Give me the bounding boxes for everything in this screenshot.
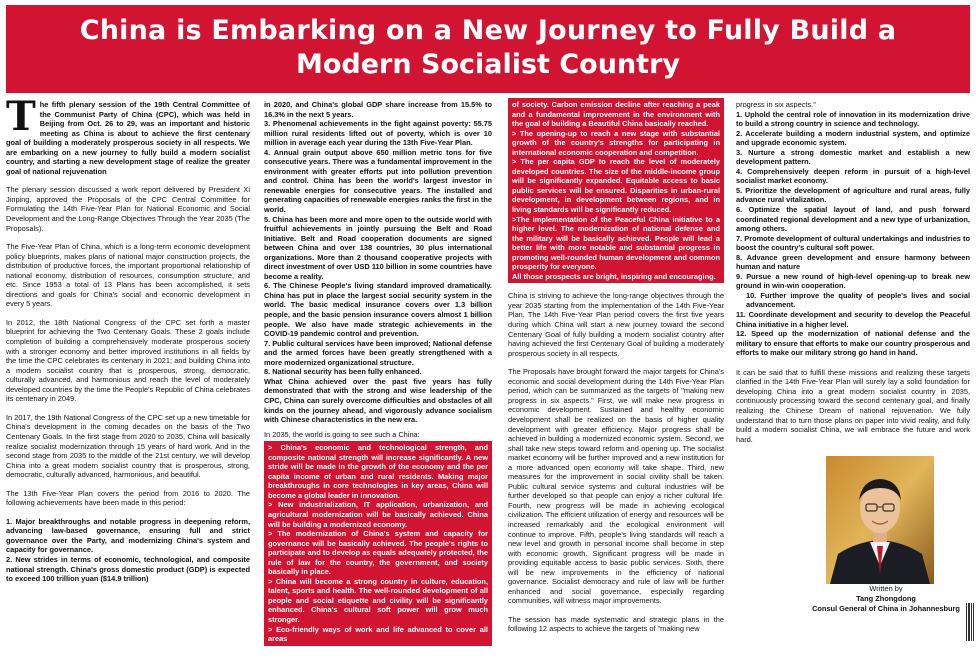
list-item: 7. Promote development of cultural undertakings and industries to boost the country's cultural soft power. — [736, 233, 970, 253]
list-item: 3. Nurture a strong domestic market and establish a new development pattern. — [736, 147, 970, 167]
paragraph: The session has made systematic and strategic plans in the following 12 aspects to achieve the targets of "making new — [508, 614, 724, 634]
headline-banner — [6, 5, 970, 93]
list-item: 1. Uphold the central role of innovation in its modernization drive to build a strong country in science and technology. — [736, 109, 970, 129]
paragraph: In 2012, the 18th National Congress of the CPC set forth a master blueprint for achieving the Two Centenary Goals. These 2 goals include completion of building a comprehensively moderate prosperous society with a stronger economy and better improved institutions in all fields by the time the CPC celebrates its centenary in 2021; and building China into a modern socialist country that is prosperous, strong, democratic, culturally advanced, and harmonious and reach the level of moderately developed countries by the time the People's Republic of China celebrates its centenary in 2049. — [6, 317, 250, 404]
author-portrait-image — [826, 456, 934, 584]
box-item: > China will become a strong country in culture, education, talent, sports and health. The well-rounded development of all people and social etiquette and civility will be significantly enhanced. China's cultural soft power will grow much stronger. — [268, 576, 488, 624]
vision-2035-box-continued — [508, 98, 724, 283]
twelve-aspects-list — [736, 110, 970, 358]
author-name: Tang Zhongdong — [856, 594, 916, 604]
paragraph: The 13th Five-Year Plan covers the period from 2016 to 2020. The following achievements have been made in this period: — [6, 488, 250, 508]
drop-cap: T — [6, 93, 36, 140]
headline-line-1: China is Embarking on a New Journey to Fully Build a — [79, 15, 897, 46]
paragraph: progress in six aspects." — [736, 100, 816, 109]
list-item: 11. Coordinate development and security to develop the Peaceful China initiative in a higher level. — [736, 310, 970, 329]
list-item: 5. China has been more and more open to the outside world with fruitful achievements in jointly pursuing the Belt and Road Initiative. Belt and Road cooperation documents are signed between China and over 138 countries, 30 plus international organizations. More than 2 thousand cooperative projects with direct investment of over USD 110 billion in some countries have become a reality. — [264, 214, 492, 281]
list-item: 9. Pursue a new round of high-level opening-up to break new ground in win-win cooperation. — [736, 271, 970, 291]
box-item: > The modernization of China's system and capacity for governance will be basically achieved. The people's rights to participate and to develop as equals adequately protected, the rule of law for the country, the government, and society basically in place. — [268, 529, 488, 577]
box-item: > New industrialization, IT application, urbanization, and agricultural modernization will be basically achieved. China will be building a modernized economy. — [268, 500, 488, 529]
paragraph: The Five-Year Plan of China, which is a long-term economic development policy blueprints, makes plans of national major construction projects, the distribution of productive forces, the important proportional relationship of national economy, distribution of resources, consumption structure, and etc. Since 1953 a total of 13 Plans has been accomplished, it sets directions and goals for China's social and economic development in every 5 years. — [6, 242, 250, 309]
box-item: > The opening-up to reach a new stage with substantial growth of the country's strengths for participating in international economic cooperation and competition. — [512, 128, 720, 157]
list-item: 3. Phenomenal achievements in the fight against poverty: 55.75 million rural residents lifted out of poverty, which is over 10 million in average each year during the 13th Five-Year Plan. — [264, 119, 492, 148]
column-2 — [264, 100, 492, 646]
written-by-label: Written by — [869, 584, 903, 594]
list-item: 5. Prioritize the development of agriculture and rural areas, fully advance rural vitalization. — [736, 185, 970, 205]
box-item: > The per capita GDP to reach the level of moderately developed countries. The size of the middle-income group will be significantly expanded. Equitable access to basic public services will be ensured. Disparities in urban-rural development, in development between regions, and in living standards will be significantly reduced. — [512, 157, 720, 215]
box-item: > China's economic and technological strength, and composite national strength will increase significantly. A new stride will be made in the growth of the economy and the per capita income of urban and rural residents. Making major breakthroughs in core technologies in key areas, China will become a global leader in innovation. — [268, 443, 488, 500]
list-item: 1. Major breakthroughs and notable progress in deepening reform, advancing law-based governance, ensuring full and strict governance over the Party, and modernizing China's system and capacity for governance. — [6, 516, 250, 555]
paragraph: It can be said that to fulfill these missions and realizing these targets clarified in the 14th Five-Year Plan will surely lay a solid foundation for developing China into a great modern socialist country in 2035, continuously processing toward the second centenary goal, and finally realizing the Chinese Dream of national rejuvenation. We fully understand that to turn those plans on paper into vivid reality, and fully build a modern socialist China, we will embrace the future and work hard. — [736, 367, 970, 444]
list-item: 7. Public cultural services have been improved; National defense and the armed forces have been greatly strengthened with a more modernized organizational structure. — [264, 338, 492, 367]
list-item: 4. Annual grain output above 650 million metric tons for five consecutive years. There was a fundamental improvement in the environment with greater efforts put into pollution prevention and control. China has been the world's largest investor in renewable energies for consecutive years. The installed and generating capacities of renewable energies ranks the first in the world. — [264, 147, 492, 215]
box-item: >The implementation of the Peaceful China initiative to a higher level. The modernization of national defense and the military will be basically achieved. People will lead a better life with more notable and substantial progress in promoting well-rounded human development and common prosperity for everyone. — [512, 214, 720, 272]
vision-2035-box — [264, 441, 492, 645]
achievements-list — [6, 517, 250, 584]
barcode-icon — [966, 603, 974, 641]
list-item: 8. Advance green development and ensure harmony between human and nature — [736, 252, 970, 272]
list-item: What China achieved over the past five years has fully demonstrated that with the strong and wise leadership of the CPC, China can surely overcome difficulties and obstacles of all kinds on the journey ahead, and vigorously advance socialism with Chinese characteristics in the new era. — [264, 376, 492, 425]
box-heading: In 2035, the world is going to see such a China: — [264, 429, 420, 439]
list-item: 6. The Chinese People's living standard improved dramatically. China has put in place the largest social security system in the world. The basic medical insurance covers over 1.3 billion people, and the basic pension insurance covers almost 1 billion people. We also have made strategic achievements in the COVID-19 pandemic control and prevention. — [264, 281, 492, 339]
lead-paragraph: The fifth plenary session of the 19th Central Committee of the Communist Party of China (CPC), which was held in Beijing from Oct. 26 to 29, was an important and historic meeting as China is about to achieve the first centenary goal of building a moderately prosperous society in all respects. We are embarking on a new journey to fully build a modern socialist country, and starting a new development stage of realize the greater goal of national rejuvenation — [6, 93, 250, 176]
headline-line-2: Modern Socialist Country — [296, 49, 680, 80]
paragraph: The Proposals have brought forward the major targets for China's economic and social development during the 14th Five-Year Plan period, which can be summarized as the targets of "making new progress in six aspects." First, we will make new progress in economic development. Sustained and healthy economic development shall be realized on the basis of higher quality development with greater efficiency. Major progress shall be achieved in building a modernized economic system. Second, we shall take new steps toward reform and opening up. The socialist market economy will be further improved and a new institution for a more advanced open economy will take shape. Third, new measures for the improvement in social civility shall be taken. Public cultural service systems and cultural industries will be further developed so that people can enjoy a richer cultural life. Fourth, new progress will be made in achieving ecological civilization. The efficient utilization of energy and resources will be increased remarkably and the ecological environment will continue to improve. Fifth, people's living standards will reach a new level and growth in personal income shall become in step with economic growth. Significant progress will be made in providing equitable access to basic public services. Sixth, there will be new improvements in the efficiency of national governance. Socialist democracy and rule of law will be further enhanced and social governance, especially regarding communities, will witness major improvements. — [508, 367, 724, 606]
column-1 — [6, 93, 250, 584]
paragraph: China is striving to achieve the long-range objectives through the year 2035 starting from the implementation of the 14th Five-Year Plan. The 14th Five-Year Plan period covers the first five years during which China will start a new journey toward the second Centenary Goal of fully building a modern socialist country after having achieved the first Centenary Goal of building a moderately prosperous society in all respects. — [508, 291, 724, 358]
author-photo — [826, 456, 934, 584]
paragraph: In 2017, the 19th National Congress of the CPC set up a new timetable for China's development in the coming decades on the basis of the Two Centenary Goals. In the first stage from 2020 to 2035, China will basically realize socialist modernization through 15 years of hard work. And in the second stage from 2035 to the middle of the 21st century, we will develop China into a great modern socialist country that is prosperous, strong, democratic, culturally advanced, harmonious, and beautiful. — [6, 412, 250, 480]
list-item: 12. Speed up the modernization of national defense and the military to ensure that efforts to make our country prosperous and efforts to make our military strong go hand in hand. — [736, 329, 970, 358]
box-item: > Eco-friendly ways of work and life advanced to cover all areas — [268, 624, 488, 644]
box-item: All those prospects are bright, inspiring and encouraging. — [512, 271, 716, 281]
box-item: of society. Carbon emission decline after reaching a peak and a fundamental improvement in the environment with the goal of building a Beautiful China basically reached. — [512, 100, 720, 129]
list-item: 4. Comprehensively deepen reform in pursuit of a high-level socialist market economy. — [736, 166, 970, 186]
list-item: 2. Accelerate building a modern industrial system, and optimize and upgrade economic system. — [736, 128, 970, 148]
list-item: 10. Further improve the quality of people's lives and social advancement. — [746, 290, 970, 310]
achievements-list-continued — [264, 100, 492, 425]
author-title: Consul General of China in Johannesburg — [812, 604, 960, 614]
list-item: 2. New strides in terms of economic, technological, and composite national strength. China's gross domestic product (GDP) is expected to exceed 100 trillion yuan ($14.9 trillion) — [6, 554, 250, 584]
list-item: 8. National security has been fully enhanced. — [264, 367, 422, 377]
author-caption — [812, 584, 960, 614]
column-3 — [508, 100, 724, 643]
list-item: in 2020, and China's global GDP share increase from 15.5% to 16.3% in the next 5 years. — [264, 100, 492, 119]
list-item: 6. Optimize the spatial layout of land, and push forward coordinated regional development and a new type of urbanization, among others. — [736, 205, 970, 234]
column-4 — [736, 100, 970, 614]
paragraph: The plenary session discussed a work report delivered by President Xi Jinping, approved the Proposals of the CPC Central Committee for Formulating the 14th Five-Year Plan for National Economic and Social Development and the Long-Range Objectives Through the Year 2035 (The Proposals). — [6, 185, 250, 233]
